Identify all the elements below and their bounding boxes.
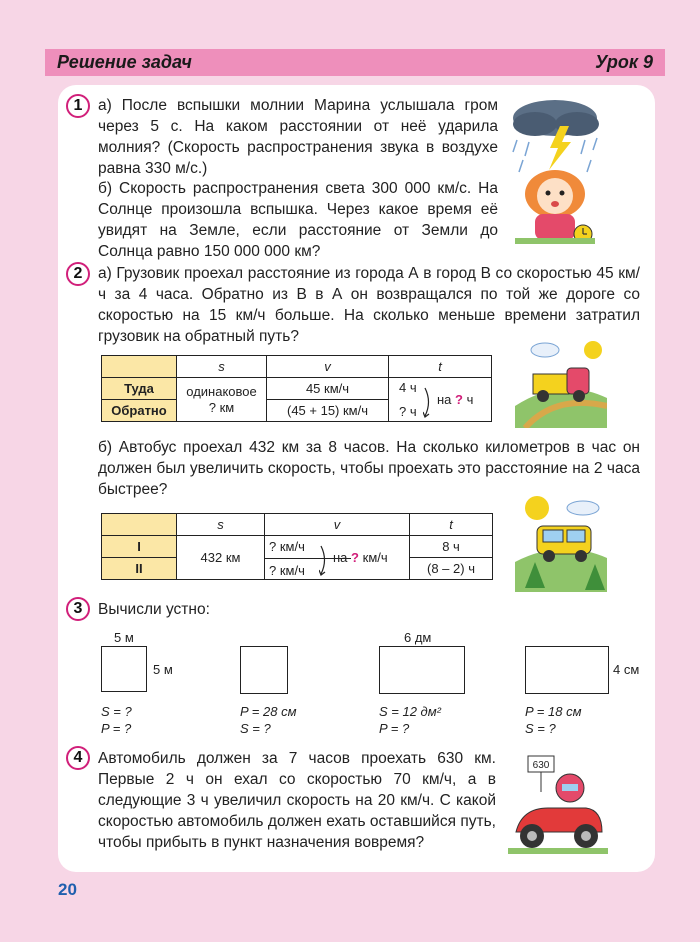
fig1-top-label: 5 м (114, 630, 134, 645)
speed-sign-text: 630 (532, 760, 550, 771)
cell-speed-2: (45 + 15) км/ч (267, 400, 389, 422)
lesson-header (45, 49, 665, 76)
task-1b-text: б) Скорость распространения света 300 000 км/с. На Солнце произошла вспышка. Через какое время её увидят на Земле, если расстояние от Земли до Солнца равно 150 000 000 км? (98, 180, 498, 260)
time-2: ? ч (399, 404, 417, 419)
task-2b-table (101, 513, 493, 580)
speed-difference (333, 550, 388, 565)
fig4-rectangle (525, 646, 609, 694)
girl-thunderstorm-illustration (505, 96, 605, 246)
row-label-2: II (102, 558, 177, 580)
column-header-v: v (267, 356, 389, 378)
time-1: 4 ч (399, 380, 417, 395)
cell-distance (177, 378, 267, 422)
time-difference (437, 392, 473, 407)
brace-arrow-icon (319, 544, 329, 576)
task-4-number: 4 (66, 746, 90, 770)
column-header-s: s (177, 514, 265, 536)
diff-question: ? (351, 550, 359, 565)
cell-distance: 432 км (177, 536, 265, 580)
diff-prefix: на (437, 392, 452, 407)
cell-time-1: 8 ч (410, 536, 493, 558)
distance-same: одинаковое (186, 383, 257, 399)
task-4-text: Автомобиль должен за 7 часов проехать 630 км. Первые 2 ч он ехал со скоростью 70 км/ч, а в следующие 3 ч увеличил скорость на 20 км/ч. С какой скоростью автомобиль должен ехать оставшийся путь, чтобы прибыть в пункт назначения вовремя? (98, 750, 496, 851)
bus-illustration (515, 492, 607, 592)
diff-unit: ч (466, 392, 474, 407)
task-2a-table (101, 355, 492, 422)
fig2-line1: P = 28 см (240, 704, 297, 719)
column-header-s: s (177, 356, 267, 378)
diff-prefix: на (333, 550, 348, 565)
cell-speeds (265, 536, 410, 580)
task-1-number: 1 (66, 94, 90, 118)
table-corner (102, 356, 177, 378)
fig4-line1: P = 18 см (525, 704, 582, 719)
fig3-line1: S = 12 дм² (379, 704, 441, 719)
fig1-line1: S = ? (101, 704, 132, 719)
task-2a-text: а) Грузовик проехал расстояние из города А в город В со скоростью 45 км/ч за 4 часа. Обратно из В в А он возвращался по той же дороге со скоростью на 15 км/ч больше. На сколько меньше времени затратил грузовик на обратный путь? (98, 265, 640, 345)
fig1-square (101, 646, 147, 692)
fig3-rectangle (379, 646, 465, 694)
fig2-line2: S = ? (240, 721, 271, 736)
fig4-side-label: 4 см (613, 662, 640, 677)
fig3-line2: P = ? (379, 721, 410, 736)
task-3-title: Вычисли устно: (98, 601, 210, 618)
diff-question: ? (455, 392, 463, 407)
fig1-side-label: 5 м (153, 662, 173, 677)
race-car-illustration (508, 752, 608, 856)
column-header-t: t (389, 356, 492, 378)
table-corner (102, 514, 177, 536)
cell-speed-1: 45 км/ч (267, 378, 389, 400)
row-label-back: Обратно (102, 400, 177, 422)
section-title: Решение задач (57, 52, 192, 72)
truck-illustration (515, 336, 607, 428)
fig3-top-label: 6 дм (404, 630, 432, 645)
distance-unknown: ? км (208, 399, 235, 415)
cell-time (389, 378, 492, 422)
row-label-1: I (102, 536, 177, 558)
page-number: 20 (58, 880, 77, 899)
speed-1: ? км/ч (269, 539, 305, 554)
task-2-number: 2 (66, 262, 90, 286)
fig2-square (240, 646, 288, 694)
diff-unit: км/ч (362, 550, 388, 565)
lesson-number: Урок 9 (595, 52, 653, 72)
column-header-t: t (410, 514, 493, 536)
task-2b-text: б) Автобус проехал 432 км за 8 часов. На сколько километров в час он должен был увеличить скорость, чтобы проехать это расстояние на 2 часа быстрее? (98, 439, 640, 498)
task-3-number: 3 (66, 597, 90, 621)
brace-arrow-icon (423, 386, 433, 418)
fig4-line2: S = ? (525, 721, 556, 736)
row-label-there: Туда (102, 378, 177, 400)
column-header-v: v (265, 514, 410, 536)
fig1-line2: P = ? (101, 721, 132, 736)
cell-time-2: (8 – 2) ч (410, 558, 493, 580)
speed-2: ? км/ч (269, 563, 305, 578)
task-1a-text: а) После вспышки молнии Марина услышала гром через 5 с. На каком расстоянии от неё ударила молния? (Скорость распространения звука в воздухе равна 330 м/с.) (98, 97, 498, 177)
